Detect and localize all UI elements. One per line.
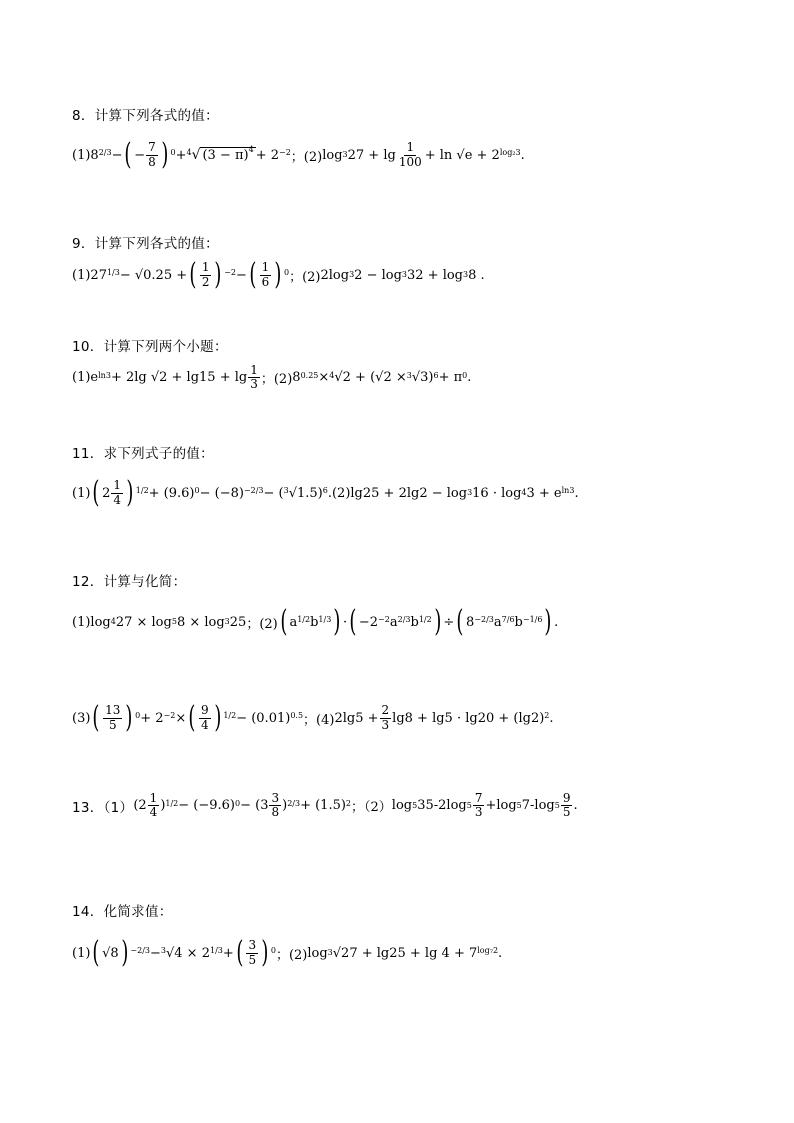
- question-8-expression: (1) 8 2/3 − ( − $\frac{7}{8}$ ) 0 + 4 √ $(3 - \pi)^4$ + 2 −2 ；(2) log 3 27 + lg $\frac{1}{100}$ + ln √e + 2 log₂3 .: [72, 137, 525, 172]
- question-12: [72, 570, 752, 590]
- question-9: [72, 232, 752, 252]
- question-12-expression-b: (3) ( $\frac{13}{5}$ ) 0 + 2 −2 × ( $\frac{9}{4}$ ) 1/2 − (0.01) 0.5 ；(4) 2lg5 + $\frac{2}{3}$ lg8 + lg5 · lg20 + (lg2) 2 .: [72, 700, 554, 735]
- question-10-expression: (1) e ln3 + 2lg √2 + lg15 + lg $\frac{1}{3}$ ；(2) 8 0.25 × 4 √2 + (√2 × 3 √3) 6 + π 0 .: [72, 363, 472, 392]
- question-11-expression: (1) ( 2 $\frac{1}{4}$ ) 1/2 + (9.6) 0 − (−8) −2/3 − ( 3 √1.5) 6 .(2) lg25 + 2lg2 − log 3 16 · log 4 3 + e ln3 .: [72, 475, 579, 510]
- question-8-title: 8．计算下列各式的值：: [72, 108, 219, 124]
- question-12-title: 12．计算与化简：: [72, 574, 187, 590]
- question-14-title: 14．化简求值：: [72, 904, 173, 920]
- question-11-title: 11．求下列式子的值：: [72, 446, 214, 462]
- question-9-title: 9．计算下列各式的值：: [72, 236, 219, 252]
- question-8: [72, 104, 752, 124]
- question-14-expression: (1) ( √8 ) −2/3 − 3 √4 × 2 1/3 + ( $\frac{3}{5}$ ) 0 ；(2) log 3 √27 + lg25 + lg 4 + 7 log₇2 .: [72, 935, 503, 970]
- question-10: [72, 335, 752, 355]
- question-14: [72, 900, 752, 920]
- question-12-expression-a: (1) log 4 27 × log 5 8 × log 3 25 ；(2) ( a 1/2 b 1/3 ) · ( −2 −2 a 2/3 b 1/2 ) ÷ ( 8 −2/3 a 7/6 b −1/6 ) .: [72, 604, 559, 639]
- question-11: [72, 442, 752, 462]
- question-13-expression: 13．（1） (2 $\frac{1}{4}$ ) 1/2 − (−9.6) 0 − (3 $\frac{3}{8}$ ) 2/3 + (1.5) 2 ；（2） log 5 35-2log 5 $\frac{7}{3}$ +log 5 7-log 5 $\frac{9}{5}$ .: [72, 791, 578, 820]
- question-9-expression: (1) 27 1/3 − √0.25 + ( $\frac{1}{2}$ ) −2 − ( $\frac{1}{6}$ ) 0 ；(2) 2log 3 2 − log 3 32 + log 3 8 .: [72, 257, 485, 292]
- question-13-title: 13．（1）: [72, 799, 134, 816]
- question-10-title: 10．计算下列两个小题：: [72, 339, 228, 355]
